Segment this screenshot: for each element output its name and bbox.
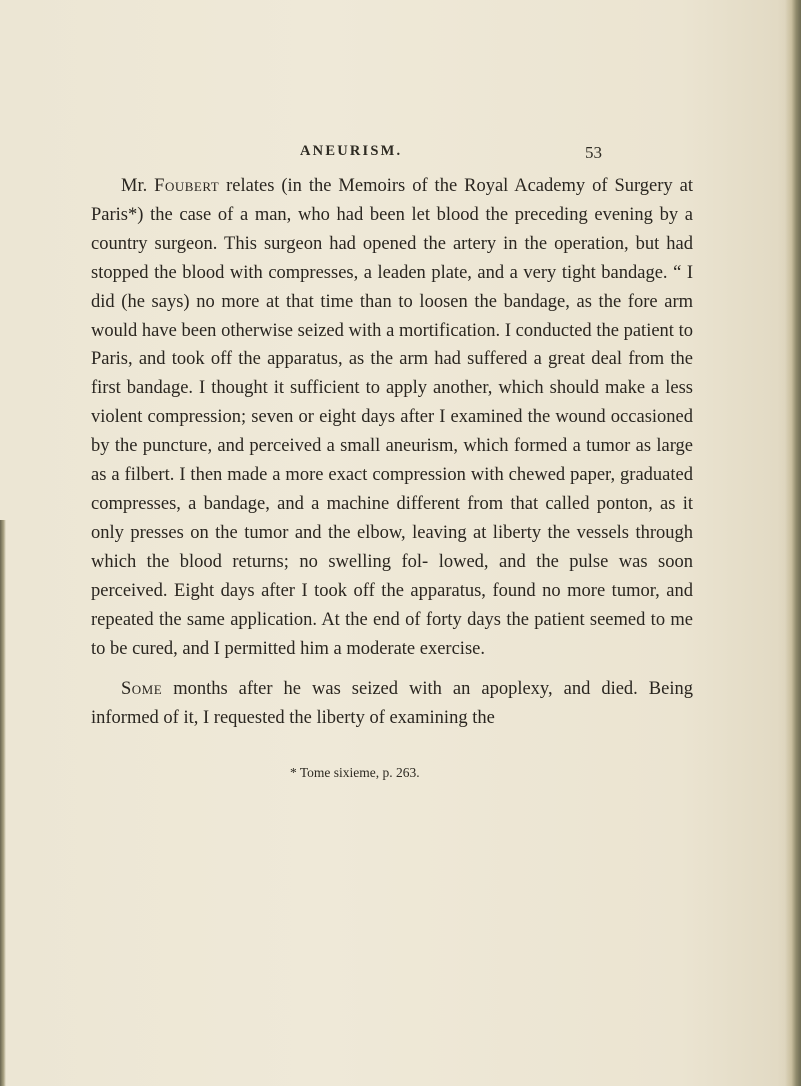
page-edge-right: [785, 0, 801, 1086]
page-number: 53: [585, 143, 602, 162]
body-text: [91, 172, 693, 733]
paragraph: [91, 172, 693, 663]
footnote: * Tome sixieme, p. 263.: [290, 765, 420, 780]
running-head: ANEURISM.: [300, 143, 403, 159]
paragraph-text: months after he was seized with an apoplexy, and died. Being informed of it, I requested the liberty of examining the: [91, 679, 693, 729]
author-name: Foubert: [154, 176, 220, 196]
paragraph-text: relates (in the Memoirs of the Royal Academy of Surgery at Paris*) the case of a man, who had been let blood the preceding evening by a country surgeon. This surgeon had opened the artery in the operation, but had stopped the blood with compresses, a leaden plate, and a very tight bandage. “ I did (he says) no more at that time than to loosen the bandage, as the fore arm would have been otherwise seized with a mortification. I conducted the patient to Paris, and took off the apparatus, as the arm had suffered a great deal from the first bandage. I thought it sufficient to apply another, which should make a less violent compression; seven or eight days after I examined the wound occasioned by the puncture, and perceived a small aneurism, which formed a tumor as large as a filbert. I then made a more exact compression with chewed paper, graduated compresses, a bandage, and a machine different from that called ponton, as it only presses on the tumor and the elbow, leaving at liberty the vessels through which the blood returns; no swelling fol- lowed, and the pulse was soon perceived. Eight days after I took off the apparatus, found no more tumor, and repeated the same application. At the end of forty days the patient seemed to me to be cured, and I permitted him a moderate exercise.: [91, 176, 693, 659]
paragraph: [91, 675, 693, 733]
page-edge-left: [0, 520, 6, 1086]
paragraph-opening: Some: [121, 679, 163, 700]
paragraph-lead: Mr.: [121, 176, 155, 196]
page-header: [270, 143, 602, 165]
